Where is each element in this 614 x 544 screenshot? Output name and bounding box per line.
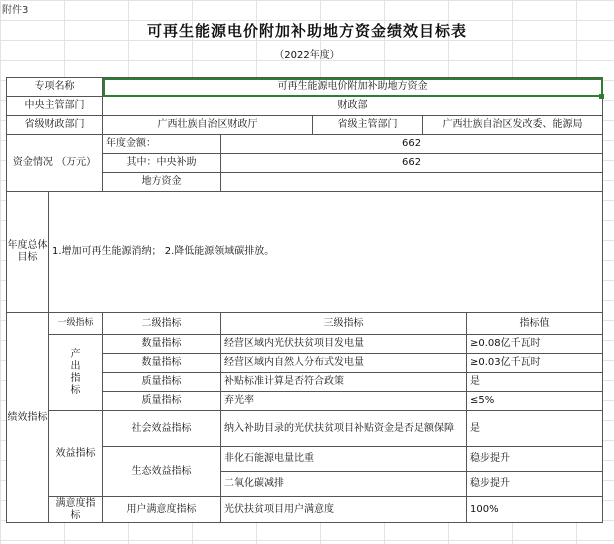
header-level2: 二级指标 — [103, 313, 221, 335]
row-value[interactable]: 是 — [467, 411, 603, 447]
performance-target-table — [6, 77, 603, 523]
row-level3[interactable]: 经营区域内自然人分布式发电量 — [221, 354, 467, 373]
annual-amount-cell[interactable]: 662 — [221, 135, 603, 154]
prov-dept-cell[interactable]: 广西壮族自治区发改委、能源局 — [423, 116, 603, 135]
year-label: （2022年度） — [274, 50, 340, 61]
row-value[interactable]: ≤5% — [467, 392, 603, 411]
row-value[interactable]: ≥0.03亿千瓦时 — [467, 354, 603, 373]
row-value[interactable]: ≥0.08亿千瓦时 — [467, 335, 603, 354]
row-level3[interactable]: 弃光率 — [221, 392, 467, 411]
row-level3[interactable]: 二氧化碳减排 — [221, 472, 467, 497]
output-indicator-label: 产出指标 — [49, 335, 103, 411]
header-value: 指标值 — [467, 313, 603, 335]
row-level2: 质量指标 — [103, 373, 221, 392]
row-value[interactable]: 稳步提升 — [467, 447, 603, 472]
funds-label: 资金情况 （万元） — [7, 135, 103, 192]
row-level3[interactable]: 非化石能源电量比重 — [221, 447, 467, 472]
header-level1: 一级指标 — [49, 313, 103, 335]
header-level3: 三级指标 — [221, 313, 467, 335]
benefit-indicator-label: 效益指标 — [49, 411, 103, 497]
row-level2: 数量指标 — [103, 335, 221, 354]
row-level2: 社会效益指标 — [103, 411, 221, 447]
local-funds-cell[interactable] — [221, 173, 603, 192]
row-level2: 质量指标 — [103, 392, 221, 411]
project-name-cell[interactable]: 可再生能源电价附加补助地方资金 — [103, 78, 603, 97]
row-level3[interactable]: 经营区域内光伏扶贫项目发电量 — [221, 335, 467, 354]
row-level3[interactable]: 补贴标准计算是否符合政策 — [221, 373, 467, 392]
row-level3[interactable]: 光伏扶贫项目用户满意度 — [221, 497, 467, 523]
page-title: 可再生能源电价附加补助地方资金绩效目标表 — [146, 22, 467, 40]
selection-fill-handle[interactable] — [599, 94, 604, 99]
indicators-section-label: 绩效指标 — [7, 313, 49, 523]
satisfaction-indicator-label: 满意度指标 — [49, 497, 103, 523]
project-name-label: 专项名称 — [7, 78, 103, 97]
central-subsidy-label: 其中：中央补助 — [103, 154, 221, 173]
prov-dept-label: 省级主管部门 — [313, 116, 423, 135]
row-value[interactable]: 是 — [467, 373, 603, 392]
annual-goal-label: 年度总体目标 — [7, 192, 49, 313]
prov-finance-cell[interactable]: 广西壮族自治区财政厅 — [103, 116, 313, 135]
annual-amount-label: 年度金额： — [103, 135, 221, 154]
row-value[interactable]: 稳步提升 — [467, 472, 603, 497]
row-level2: 数量指标 — [103, 354, 221, 373]
annual-goal-text[interactable]: 1.增加可再生能源消纳； 2.降低能源领域碳排放。 — [49, 192, 603, 313]
central-dept-cell[interactable]: 财政部 — [103, 97, 603, 116]
row-level2: 用户满意度指标 — [103, 497, 221, 523]
attachment-label: 附件3 — [2, 5, 29, 16]
central-subsidy-cell[interactable]: 662 — [221, 154, 603, 173]
local-funds-label: 地方资金 — [103, 173, 221, 192]
central-dept-label: 中央主管部门 — [7, 97, 103, 116]
row-level2: 生态效益指标 — [103, 447, 221, 497]
prov-finance-label: 省级财政部门 — [7, 116, 103, 135]
row-value[interactable]: 100% — [467, 497, 603, 523]
row-level3[interactable]: 纳入补助目录的光伏扶贫项目补贴资金是否足额保障 — [221, 411, 467, 447]
